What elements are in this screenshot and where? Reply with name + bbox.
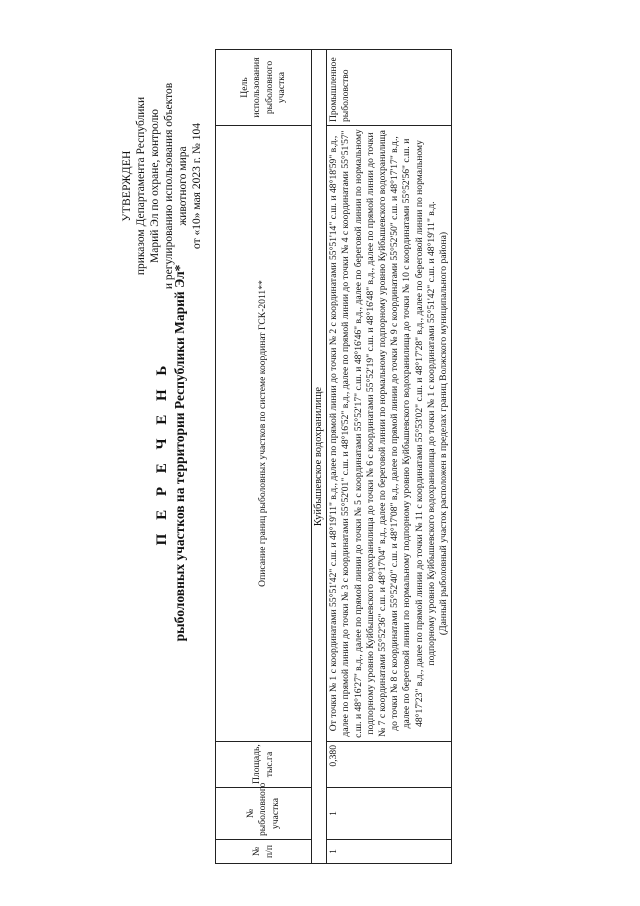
table-row	[327, 50, 452, 864]
approval-date: от «10» мая 2023 г. № 104	[191, 123, 203, 249]
table-header-row	[216, 50, 312, 864]
header-description: Описание границ рыболовных участков по системе координат ГСК-2011**	[216, 126, 312, 742]
header-plot-num: № рыболовного участка	[216, 788, 312, 840]
approval-line: приказом Департамента Республики	[135, 96, 147, 276]
section-row	[312, 50, 327, 864]
header-purpose: Цель использования рыболовного участка	[216, 50, 312, 126]
header-area: Площадь, тыс.га	[216, 742, 312, 788]
title-subheading: рыболовных участков на территории Республики Марий Эл*	[172, 264, 187, 642]
section-title: Куйбышевское водохранилище	[312, 50, 327, 864]
document-title	[153, 0, 188, 906]
approval-line: Марий Эл по охране, контролю	[149, 109, 161, 263]
cell-purpose: Промышленное рыболовство	[327, 50, 452, 126]
fishing-plots-table	[215, 49, 452, 864]
approval-line: животного мира	[177, 146, 189, 226]
cell-num: 1	[327, 840, 452, 864]
title-heading: П Е Р Е Ч Е Н Ь	[154, 360, 170, 546]
cell-area: 0,380	[327, 742, 452, 788]
boundary-description: От точки № 1 с координатами 55°51'42" с.ш. и 48°19'11" в.д., далее по прямой линии до точки № 2 с координатами 55°51'14" с.ш. и 48°18'59" в.д., далее по прямой линии до точки № 3 с координатами 55°52'01" с.ш. и 48°16'52" в.д., далее по прямой линии до точки № 4 с координатами 55°51'57" с.ш. и 48°16'27" в.д., далее по прямой линии до точки № 5 с координатами 55°52'17" с.ш. и 48°16'46" в.д., далее по береговой линии по нормальному подпорному уровню Куйбышевского водохранилища до точки № 6 с координатами 55°52'19" с.ш. и 48°16'48" в.д., далее по прямой линии до точки № 7 с координатами 55°52'36" с.ш. и 48°17'04" в.д., далее по береговой линии по нормальному подпорному уровню Куйбышевского водохранилища до точки № 8 с координатами 55°52'40" с.ш. и 48°17'08" в.д., далее по прямой линии до точки № 9 с координатами 55°52'50" с.ш. и 48°17'17" в.д., далее по береговой линии по нормальному подпорному уровню Куйбышевского водохранилища до точки № 10 с координатами 55°52'56" с.ш. и 48°17'23" в.д., далее по прямой линии до точки № 11 с координатами 55°53'02" с.ш. и 48°17'28" в.д., далее по береговой линии по нормальному подпорному уровню Куйбышевского водохранилища до точки № 1 с координатами 55°51'42" с.ш. и 48°19'11" в.д.	[328, 129, 437, 738]
approval-heading: УТВЕРЖДЕН	[121, 150, 133, 222]
cell-plot-num: 1	[327, 788, 452, 840]
header-num: № п/п	[216, 840, 312, 864]
approval-line: и регулированию использования объектов	[163, 82, 175, 290]
cell-description	[327, 126, 452, 742]
boundary-note: (Данный рыболовный участок расположен в пределах границ Волжского муниципального района)	[438, 231, 450, 636]
